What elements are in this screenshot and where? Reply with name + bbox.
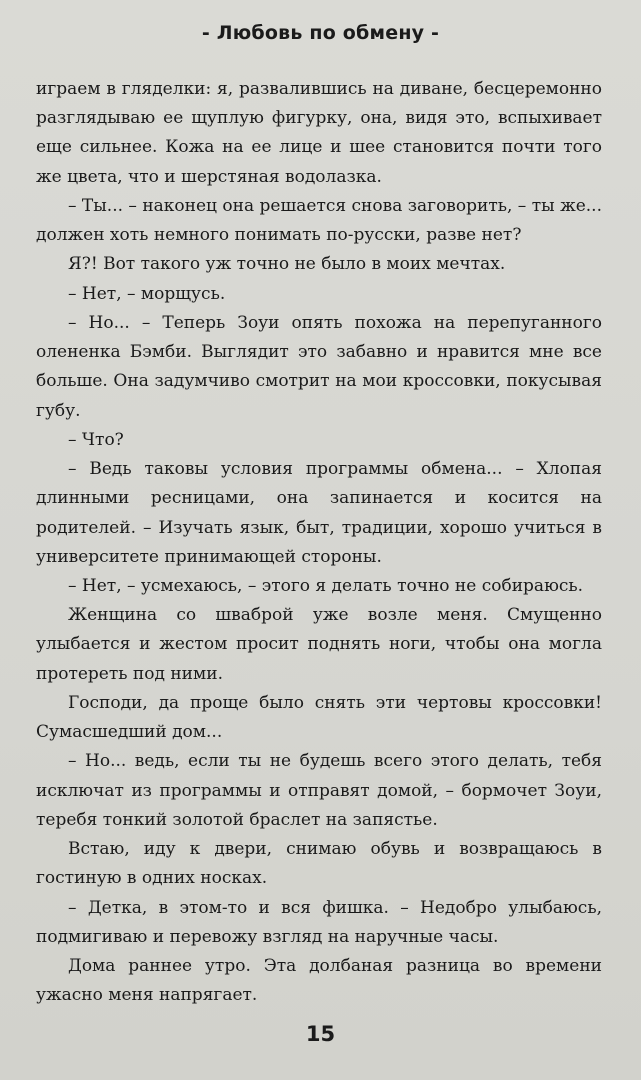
paragraph: Дома раннее утро. Эта долбаная разница во времени ужасно меня напрягает. (36, 956, 602, 1006)
paragraph: – Что? (68, 429, 124, 450)
paragraph: – Ты... – наконец она решается снова заговорить, – ты же... должен хоть немного понимать по-русски, разве нет? (36, 195, 602, 246)
paragraph: Встаю, иду к двери, снимаю обувь и возвращаюсь в гостиную в одних носках. (36, 839, 602, 889)
running-head: - Любовь по обмену - (201, 22, 440, 44)
paragraph: – Нет, – усмехаюсь, – этого я делать точно не собираюсь. (68, 575, 584, 596)
paragraph: играем в гляделки: я, развалившись на диване, бесцеремонно разглядываю ее щуплую фигурку, она, видя это, вспыхивает еще сильнее. Кожа на ее лице и шее становится почти того же цвета, что и шерстяная водолазка. (36, 79, 602, 187)
paragraph: – Но... – Теперь Зоуи опять похожа на перепуганного олененка Бэмби. Выглядит это забавно и нравится мне все больше. Она задумчиво смотрит на мои кроссовки, покусывая губу. (36, 312, 602, 421)
paragraph: – Но... ведь, если ты не будешь всего этого делать, тебя исключат из программы и отправят домой, – бормочет Зоуи, теребя тонкий золотой браслет на запястье. (36, 751, 602, 830)
paragraph: – Ведь таковы условия программы обмена... – Хлопая длинными ресницами, она запинается и косится на родителей. – Изучать язык, быт, традиции, хорошо учиться в университете принимающей стороны. (36, 459, 602, 567)
paragraph: Господи, да проще было снять эти чертовы кроссовки! Сумасшедший дом... (36, 692, 602, 743)
page-number: 15 (305, 1022, 336, 1046)
paragraph: – Нет, – морщусь. (68, 283, 226, 304)
paragraph: Я?! Вот такого уж точно не было в моих мечтах. (68, 254, 506, 275)
body-text (36, 75, 602, 1011)
paragraph: – Детка, в этом-то и вся фишка. – Недобро улыбаюсь, подмигиваю и перевожу взгляд на наручные часы. (36, 897, 602, 947)
paragraph: Женщина со шваброй уже возле меня. Смущенно улыбается и жестом просит поднять ноги, чтобы она могла протереть под ними. (36, 605, 602, 684)
